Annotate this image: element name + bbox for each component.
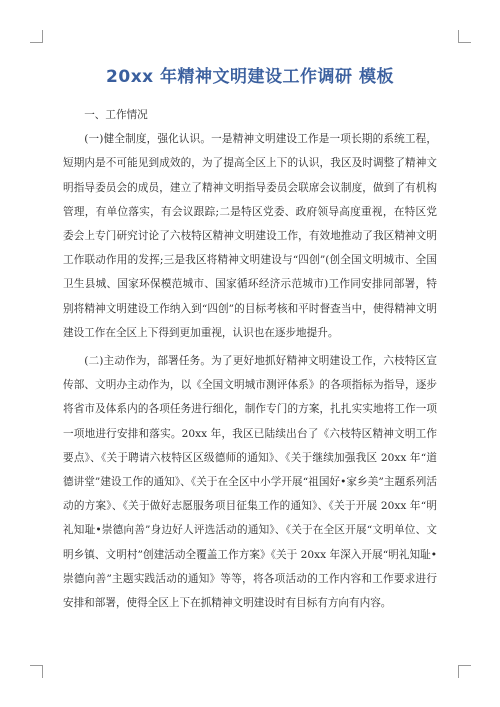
paragraph-1: (一)健全制度，强化认识。一是精神文明建设工作是一项长期的系统工程，短期内是不可能见到成效的，为了提高全区上下的认识，我区及时调整了精神文明指导委员会的成员，建立了精神文明指导委员会联席会议制度，做到了有机构管理，有单位落实，有会议跟踪;二是特区党委、政府领导高度重视，在特区党委会上专门研究讨论了六枝特区精神文明建设工作，有效地推动了我区精神文明工作联动作用的发挥;三是我区将精神文明建设与“四创”(创全国文明城市、全国卫生县城、国家环保模范城市、国家循环经济示范城市)工作同安排同部署，特别将精神文明建设工作纳入到“四创”的目标考核和平时督查当中，使得精神文明建设工作在全区上下得到更加重视，认识也在逐步地提升。 [63, 133, 437, 339]
crop-mark-top-right [458, 30, 471, 43]
section-heading: 一、工作情况 [84, 109, 148, 121]
crop-mark-bottom-right [458, 665, 471, 678]
crop-mark-bottom-left [30, 665, 43, 678]
document-body [63, 103, 437, 619]
paragraph-2: (二)主动作为，部署任务。为了更好地抓好精神文明建设工作，六枝特区宣传部、文明办主动作为，以《全国文明城市测评体系》的各项指标为指导，逐步将省市及体系内的各项任务进行细化，制作专门的方案，扎扎实实地将工作一项一项地进行安排和落实。20xx 年，我区已陆续出台了《六枝特区精神文明工作要点》、《关于聘请六枝特区区级德师的通知》、《关于继续加强我区 20xx 年“道德讲堂”建设工作的通知》、《关于在全区中小学开展“祖国好•家乡美”主题系列活动的方案》、《关于做好志愿服务项目征集工作的通知》、《关于开展 20xx 年“明礼知耻•崇德向善”身边好人评选活动的通知》、《关于在全区开展“文明单位、文明乡镇、文明村”创建活动全覆盖工作方案》《关于 20xx 年深入开展“明礼知耻•崇德向善”主题实践活动的通知》等等，将各项活动的工作内容和工作要求进行安排和部署，使得全区上下在抓精神文明建设时有目标有方向有内容。 [63, 355, 437, 610]
crop-mark-top-left [30, 30, 43, 43]
document-title: 20xx 年精神文明建设工作调研 模板 [106, 67, 394, 87]
